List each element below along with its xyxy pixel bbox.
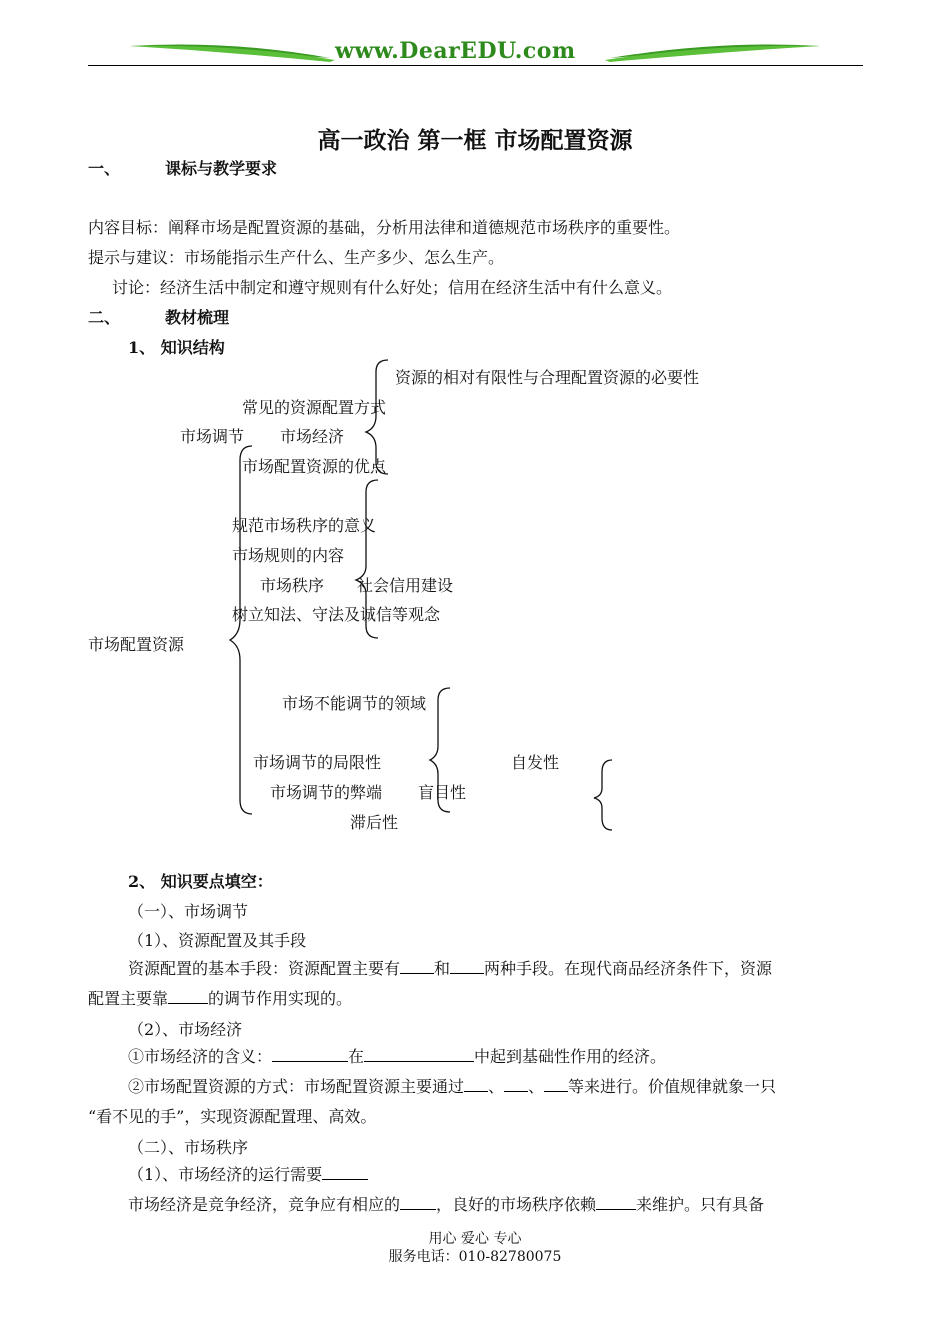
fill-part1-2: （2）、市场经济 bbox=[128, 1020, 243, 1039]
fill-part2: （二）、市场秩序 bbox=[128, 1138, 249, 1157]
paragraph-operation-needs: （1）、市场经济的运行需要 bbox=[88, 1160, 863, 1190]
brace-drawbacks bbox=[594, 760, 612, 830]
site-logo: www.DearEDU.com bbox=[335, 38, 576, 64]
paragraph-market-economy-meaning: ①市场经济的含义： 在 中起到基础性作用的经济。 bbox=[88, 1042, 863, 1072]
section2-heading: 教材梳理 bbox=[165, 308, 230, 327]
footer-phone: 服务电话：010-82780075 bbox=[388, 1249, 562, 1265]
tree-node-blindness: 盲目性 bbox=[418, 783, 467, 802]
knowledge-structure-heading: 1、 知识结构 bbox=[128, 338, 225, 357]
section1-number: 一、 bbox=[88, 159, 121, 178]
paragraph-market-allocation-way: ②市场配置资源的方式：市场配置资源主要通过 、 、 等来进行。价值规律就象一只 bbox=[88, 1072, 863, 1102]
blank-2[interactable] bbox=[450, 956, 484, 974]
fill-part1: （一）、市场调节 bbox=[128, 902, 249, 921]
paragraph-invisible-hand: “看不见的手”，实现资源配置理、高效。 bbox=[88, 1107, 377, 1126]
blank-7[interactable] bbox=[504, 1074, 528, 1092]
discussion: 讨论：经济生活中制定和遵守规则有什么好处；信用在经济生活中有什么意义。 bbox=[112, 278, 673, 297]
tree-node-law-integrity: 树立知法、守法及诚信等观念 bbox=[232, 605, 441, 624]
hint-suggestion: 提示与建议：市场能指示生产什么、生产多少、怎么生产。 bbox=[88, 248, 505, 267]
blank-5[interactable] bbox=[364, 1044, 474, 1062]
tree-root: 市场配置资源 bbox=[88, 635, 185, 654]
blank-6[interactable] bbox=[464, 1074, 488, 1092]
blank-11[interactable] bbox=[596, 1192, 636, 1210]
brace-market-economy bbox=[366, 360, 388, 474]
tree-node-market-regulation: 市场调节 bbox=[180, 427, 245, 446]
tree-node-lag: 滞后性 bbox=[350, 813, 399, 832]
blank-4[interactable] bbox=[272, 1044, 348, 1062]
paragraph-allocation-means: 资源配置的基本手段：资源配置主要有 和 两种手段。在现代商品经济条件下，资源 bbox=[88, 954, 863, 984]
fill-part1-1: （1）、资源配置及其手段 bbox=[128, 931, 307, 950]
blank-1[interactable] bbox=[400, 956, 434, 974]
paragraph-allocation-main: 配置主要靠 的调节作用实现的。 bbox=[88, 984, 863, 1014]
tree-node-market-advantages: 市场配置资源的优点 bbox=[242, 457, 387, 476]
tree-node-market-rules: 市场规则的内容 bbox=[232, 546, 345, 565]
brace-market-order bbox=[356, 480, 378, 638]
tree-node-order-significance: 规范市场秩序的意义 bbox=[232, 516, 377, 535]
brace-root bbox=[230, 446, 252, 814]
tree-node-credit-building: 社会信用建设 bbox=[357, 576, 454, 595]
blank-9[interactable] bbox=[322, 1162, 368, 1180]
tree-node-resource-scarcity: 资源的相对有限性与合理配置资源的必要性 bbox=[395, 368, 700, 387]
section1-heading: 课标与教学要求 bbox=[165, 159, 278, 178]
tree-node-spontaneity: 自发性 bbox=[511, 753, 560, 772]
tree-node-allocation-methods: 常见的资源配置方式 bbox=[242, 398, 387, 417]
fill-in-heading: 2、 知识要点填空： bbox=[128, 872, 273, 891]
section2-number: 二、 bbox=[88, 308, 121, 327]
blank-8[interactable] bbox=[544, 1074, 568, 1092]
tree-node-drawbacks: 市场调节的弊端 bbox=[270, 783, 383, 802]
paragraph-competition: 市场经济是竞争经济，竞争应有相应的 ，良好的市场秩序依赖 来维护。只有具备 bbox=[88, 1190, 863, 1220]
brace-limitation bbox=[430, 688, 450, 812]
footer-slogan: 用心 爱心 专心 bbox=[428, 1231, 522, 1247]
tree-node-limitations: 市场调节的局限性 bbox=[253, 753, 382, 772]
page-title: 高一政治 第一框 市场配置资源 bbox=[317, 127, 633, 154]
tree-node-unregulable-areas: 市场不能调节的领域 bbox=[282, 694, 427, 713]
blank-3[interactable] bbox=[168, 986, 208, 1004]
tree-node-market-economy: 市场经济 bbox=[280, 427, 345, 446]
tree-node-market-order: 市场秩序 bbox=[260, 576, 325, 595]
blank-10[interactable] bbox=[400, 1192, 436, 1210]
content-goal: 内容目标：阐释市场是配置资源的基础，分析用法律和道德规范市场秩序的重要性。 bbox=[88, 218, 681, 237]
